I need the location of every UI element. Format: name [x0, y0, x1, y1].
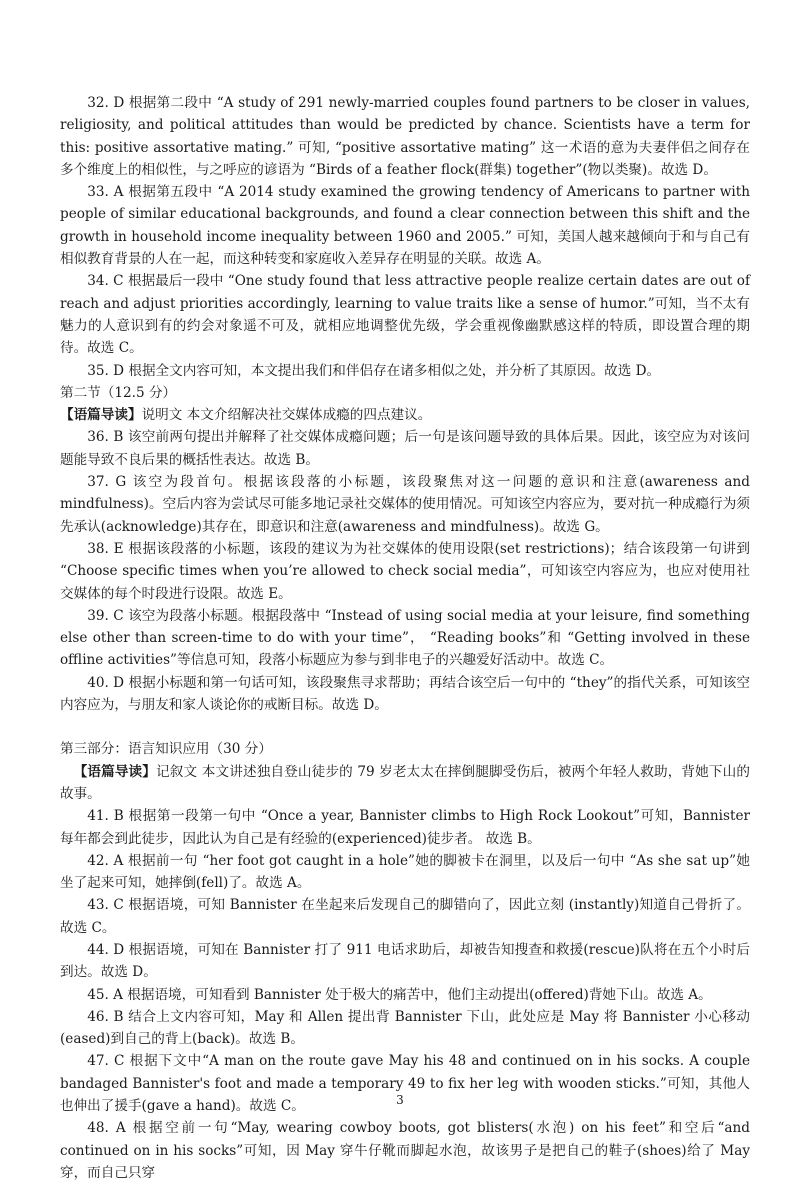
- explanation-q44: 44. D 根据语境，可知在 Bannister 打了 911 电话求助后，却被告知搜查和救援(rescue)队将在五个小时后到达。故选 D。: [60, 941, 750, 981]
- section-heading-3: 第三部分：语言知识应用（30 分）: [60, 741, 272, 758]
- explanation-q32: 32. D 根据第二段中 “A study of 291 newly-married couples found partners to be closer in values, religiosity, and political attitudes than would be predicted by chance. Scientists have a term for this: positive assortative mating.” 可知, “positive assortative mating” 这一术语的意为夫妻伴侣之间存在多个维度上的相似性，与之呼应的谚语为 “Birds of a feather flock(群集) together”(物以类聚)。故选 D。: [60, 95, 750, 178]
- passage-guide-2: [60, 404, 750, 426]
- explanation-q41: 41. B 根据第一段第一句中 “Once a year, Bannister climbs to High Rock Lookout”可知，Bannister 每年都会到此徒步，因此认为自己是有经验的(experienced)徒步者。 故选 B。: [60, 808, 750, 847]
- explanation-q35: 35. D 根据全文内容可知，本文提出我们和伴侣存在诸多相似之处，并分析了其原因。故选 D。: [87, 362, 661, 379]
- explanation-q38: 38. E 根据该段落的小标题，该段的建议为为社交媒体的使用设限(set restrictions)；结合该段第一句讲到 “Choose specific times when you’re allowed to check social media”，可知该空内容应为，也应对使用社交媒体的每个时段进行设限。故选 E。: [60, 540, 750, 602]
- explanation-q42: 42. A 根据前一句 “her foot got caught in a hole”她的脚被卡在洞里，以及后一句中 “As she sat up”她坐了起来可知，她摔倒(fell)了。故选 A。: [60, 852, 750, 892]
- explanation-q43: 43. C 根据语境，可知 Bannister 在坐起来后发现自己的脚错向了，因此立刻 (instantly)知道自己骨折了。故选 C。: [60, 897, 750, 936]
- explanation-q36: 36. B 该空前两句提出并解释了社交媒体成瘾问题；后一句是该问题导致的具体后果。因此，该空应为对该问题能导致不良后果的概括性表达。故选 B。: [60, 429, 750, 468]
- explanation-q37: 37. G 该空为段首句。根据该段落的小标题，该段聚焦对这一问题的意识和注意(awareness and mindfulness)。空后内容为尝试尽可能多地记录社交媒体的使用情况。可知该空内容应为，要对抗一种成瘾行为须先承认(acknowledge)其存在，即意识和注意(awareness and mindfulness)。故选 G。: [60, 474, 750, 535]
- passage-guide-3: [60, 761, 750, 806]
- explanation-q46: 46. B 结合上文内容可知，May 和 Allen 提出背 Bannister 下山，此处应是 May 将 Bannister 小心移动(eased)到自己的背上(back)。故选 B。: [60, 1008, 750, 1048]
- answer-explanations: [60, 92, 750, 1184]
- explanation-q48: 48. A 根据空前一句“May, wearing cowboy boots, got blisters(水泡) on his feet”和空后“and continued on in his socks”可知，因 May 穿牛仔靴而脚起水泡，故该男子是把自己的鞋子(shoes)给了 May 穿，而自己只穿: [60, 1120, 750, 1181]
- explanation-q34: 34. C 根据最后一段中 “One study found that less attractive people realize certain dates are out of reach and adjust priorities accordingly, learning to value traits like a sense of humor.”可知，当不太有魅力的人意识到有的约会对象遥不可及，就相应地调整优先级，学会重视像幽默感这样的特质，即设置合理的期待。故选 C。: [60, 273, 750, 357]
- page-number: 3: [396, 1093, 404, 1107]
- guide-label: 【语篇导读】: [60, 407, 142, 424]
- guide-text: 记叙文 本文讲述独自登山徒步的 79 岁老太太在摔倒腿脚受伤后，被两个年轻人救助，背她下山的故事。: [60, 763, 750, 802]
- section-gap: [60, 716, 750, 738]
- explanation-q45: 45. A 根据语境，可知看到 Bannister 处于极大的痛苦中，他们主动提出(offered)背她下山。故选 A。: [87, 986, 712, 1003]
- explanation-q47: 47. C 根据下文中“A man on the route gave May his 48 and continued on in his socks. A couple bandaged Bannister's foot and made a temporary 49 to fix her leg with wooden sticks.”可知，其他人也伸出了援手(gave a hand)。故选 C。: [60, 1053, 750, 1115]
- guide-text: 说明文 本文介绍解决社交媒体成瘾的四点建议。: [141, 407, 432, 424]
- explanation-q39: 39. C 该空为段落小标题。根据段落中 “Instead of using social media at your leisure, find something else other than screen-time to do with your time”， “Reading books”和 “Getting involved in these offline activities”等信息可知，段落小标题应为参与到非电子的兴趣爱好活动中。故选 C。: [60, 607, 750, 669]
- section-heading-2: 第二节（12.5 分）: [60, 384, 177, 401]
- explanation-q33: 33. A 根据第五段中 “A 2014 study examined the growing tendency of Americans to partner with people of similar educational backgrounds, and found a clear connection between this shift and the growth in household income inequality between 1960 and 2005.” 可知，美国人越来越倾向于和与自己有相似教育背景的人在一起，而这种转变和家庭收入差异存在明显的关联。故选 A。: [60, 184, 750, 268]
- explanation-q40: 40. D 根据小标题和第一句话可知，该段聚焦寻求帮助；再结合该空后一句中的 “they”的指代关系，可知该空内容应为，与朋友和家人谈论你的戒断目标。故选 D。: [60, 674, 750, 714]
- guide-label: 【语篇导读】: [73, 763, 157, 780]
